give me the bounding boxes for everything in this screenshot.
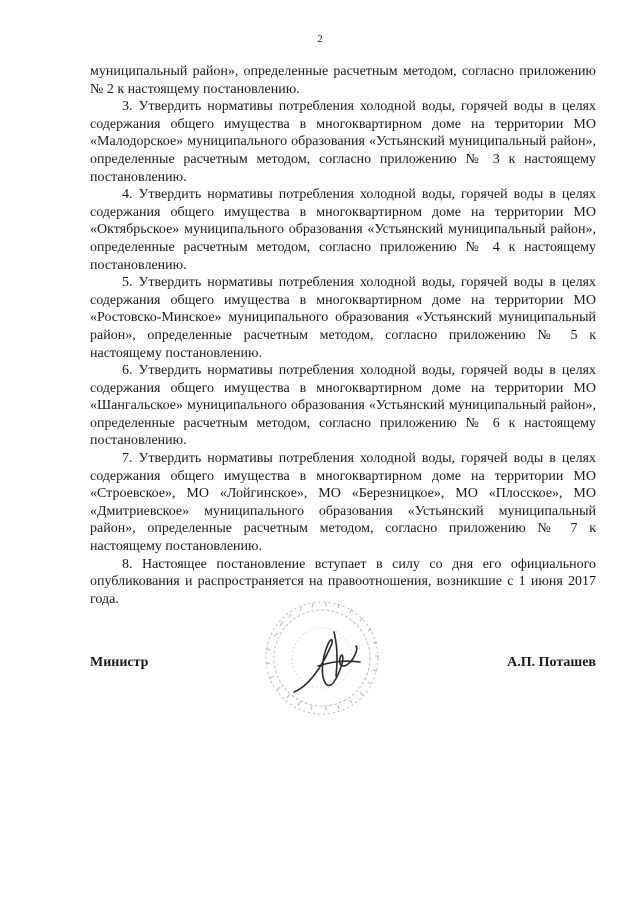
paragraph-item-7: 7. Утвердить нормативы потребления холодной воды, горячей воды в целях содержания общего имущества в многоквартирном доме на территории МО «Строевское», МО «Лойгинское», МО «Березницкое», МО «Плосское», МО «Дмитриевское» муниципального образования «Устьянский муниципальный район», определенные расчетным методом, согласно приложению № 7 к настоящему постановлению. <box>90 451 596 555</box>
paragraph-item-5: 5. Утвердить нормативы потребления холодной воды, горячей воды в целях содержания общего имущества в многоквартирном доме на территории МО «Ростовско-Минское» муниципального образования «Устьянский муниципальный район», определенные расчетным методом, согласно приложению № 5 к настоящему постановлению. <box>90 275 596 361</box>
handwritten-signature <box>294 632 360 692</box>
seal-outer-ring <box>266 602 378 714</box>
signatory-name: А.П. Поташев <box>507 655 596 670</box>
seal-lettering-marks <box>266 602 379 711</box>
signatory-title: Министр <box>90 655 149 670</box>
paragraph-continuation: муниципальный район», определенные расчетным методом, согласно приложению № 2 к настоящему постановлению. <box>90 64 596 97</box>
paragraph-item-4: 4. Утвердить нормативы потребления холодной воды, горячей воды в целях содержания общего имущества в многоквартирном доме на территории МО «Октябрьское» муниципального образования «Устьянский муниципальный район», определенные расчетным методом, согласно приложению № 4 к настоящему постановлению. <box>90 187 596 273</box>
document-body <box>90 63 596 608</box>
page-number: 2 <box>317 33 323 45</box>
paragraph-item-8: 8. Настоящее постановление вступает в силу со дня его официального опубликования и распространяется на правоотношения, возникшие с 1 июня 2017 года. <box>90 556 596 607</box>
paragraph-item-3: 3. Утвердить нормативы потребления холодной воды, горячей воды в целях содержания общего имущества в многоквартирном доме на территории МО «Малодорское» муниципального образования «Устьянский муниципальный район», определенные расчетным методом, согласно приложению № 3 к настоящему постановлению. <box>90 99 596 185</box>
official-seal-with-signature <box>234 596 404 726</box>
paragraph-item-6: 6. Утвердить нормативы потребления холодной воды, горячей воды в целях содержания общего имущества в многоквартирном доме на территории МО «Шангальское» муниципального образования «Устьянский муниципальный район», определенные расчетным методом, согласно приложению № 6 к настоящему постановлению. <box>90 363 596 449</box>
seal-middle-ring <box>274 610 370 706</box>
